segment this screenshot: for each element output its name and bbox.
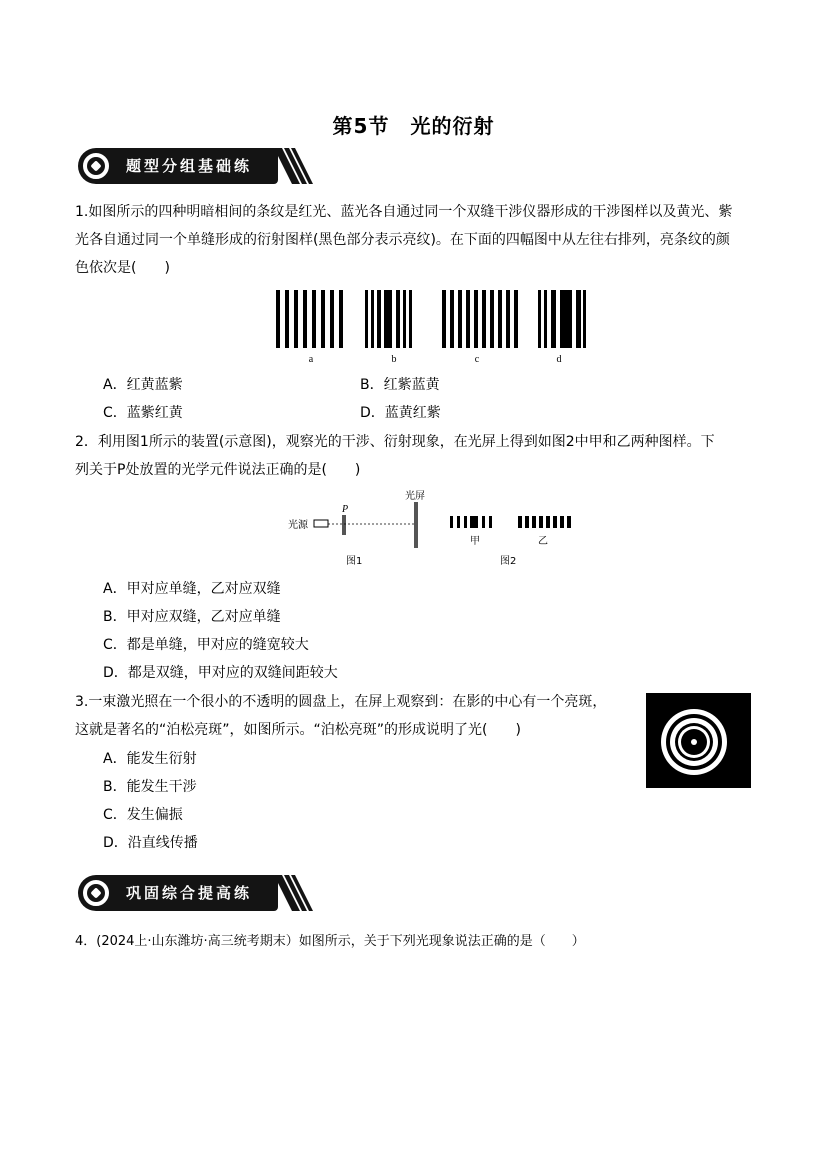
p-label: P (342, 504, 349, 515)
q1-line2: 光各自通过同一个单缝形成的衍射图样(黑色部分表示亮纹)。在下面的四幅图中从左往右排列，亮条纹的颜 (75, 232, 730, 248)
fringe-d-bar-2 (544, 290, 547, 348)
q1-option-d[interactable]: D．蓝黄红紫 (360, 405, 441, 421)
poisson-bright-spot (691, 739, 697, 745)
fringe-a-bar-6 (321, 290, 325, 348)
fringe-c-bar-4 (466, 290, 470, 348)
q4-text (75, 928, 755, 956)
section-label: 巩固综合提高练 (126, 884, 253, 902)
fringe-c-bar-5 (474, 290, 478, 348)
fringe-d-bar-7 (583, 290, 586, 348)
fig-label-d: d (556, 354, 562, 365)
p-element-icon (342, 515, 346, 535)
yi-bar-4 (539, 516, 543, 528)
fringe-c-bar-3 (458, 290, 462, 348)
q1-line1: 1.如图所示的四种明暗相间的条纹是红光、蓝光各自通过同一个双缝干涉仪器形成的干涉图样以及黄光、紫 (75, 204, 733, 220)
fig1-label: 图1 (346, 556, 363, 567)
fig-label-c: c (474, 354, 480, 365)
fringe-a-bar-8 (339, 290, 343, 348)
fig2-label: 图2 (500, 556, 517, 567)
q1-fringe-figure (270, 290, 590, 368)
q1-option-c[interactable]: C．蓝紫红黄 (103, 405, 183, 421)
screen-label: 光屏 (405, 491, 425, 502)
screen-icon (414, 502, 418, 548)
q3-option-b[interactable]: B．能发生干涉 (103, 779, 197, 795)
fringe-pattern-b (365, 290, 412, 348)
q2-line2: 列关于P处放置的光学元件说法正确的是( ) (75, 462, 361, 478)
fringe-pattern-a (276, 290, 343, 348)
fringe-a-bar-1 (276, 290, 280, 348)
q3-line1: 3.一束激光照在一个很小的不透明的圆盘上，在屏上观察到：在影的中心有一个亮斑， (75, 694, 607, 710)
fringe-c-bar-6 (482, 290, 486, 348)
fringe-pattern-d (538, 290, 586, 348)
section-icon (81, 878, 111, 908)
pattern-yi (518, 516, 571, 528)
jia-bar-4 (470, 516, 478, 528)
fringe-a-bar-2 (285, 290, 289, 348)
fringe-b-bar-1 (365, 290, 368, 348)
q2-option-a[interactable]: A．甲对应单缝，乙对应双缝 (103, 581, 281, 597)
fringe-b-bar-7 (409, 290, 412, 348)
jia-bar-3 (464, 516, 467, 528)
yi-bar-6 (553, 516, 557, 528)
fig-label-b: b (391, 354, 397, 365)
fringe-c-bar-10 (514, 290, 518, 348)
q2-line1: 2．利用图1所示的装置(示意图)，观察光的干涉、衍射现象，在光屏上得到如图2中甲和乙两种图样。下 (75, 434, 715, 450)
yi-label: 乙 (538, 536, 548, 547)
fringe-b-bar-5 (396, 290, 400, 348)
fig-label-a: a (308, 354, 314, 365)
q2-option-b[interactable]: B．甲对应双缝，乙对应单缝 (103, 609, 281, 625)
fringe-a-bar-7 (330, 290, 334, 348)
yi-bar-7 (560, 516, 564, 528)
yi-bar-1 (518, 516, 522, 528)
yi-bar-8 (567, 516, 571, 528)
section-banner-basic (78, 148, 308, 184)
jia-bar-1 (450, 516, 453, 528)
stripes-decoration (274, 875, 314, 911)
fringe-d-bar-5 (576, 290, 581, 348)
fringe-b-bar-2 (371, 290, 374, 348)
q2-option-c[interactable]: C．都是单缝，甲对应的缝宽较大 (103, 637, 309, 653)
page-title: 第5节 光的衍射 (332, 114, 495, 138)
fringe-a-bar-3 (294, 290, 298, 348)
q3-option-a[interactable]: A．能发生衍射 (103, 751, 197, 767)
fringe-c-bar-2 (450, 290, 454, 348)
jia-bar-6 (489, 516, 492, 528)
light-source-label: 光源 (288, 520, 308, 531)
fringe-b-bar-3 (377, 290, 381, 348)
q2-text (75, 428, 755, 484)
light-source-icon (314, 520, 328, 527)
section-label: 题型分组基础练 (126, 157, 253, 175)
fringe-d-bar-4 (560, 290, 572, 348)
fringe-c-bar-9 (506, 290, 510, 348)
fringe-a-bar-4 (303, 290, 307, 348)
fringe-b-bar-4 (384, 290, 392, 348)
section-icon (81, 151, 111, 181)
q3-text (75, 688, 645, 744)
section-banner-advanced (78, 875, 308, 911)
jia-bar-2 (457, 516, 460, 528)
yi-bar-5 (546, 516, 550, 528)
pattern-jia (450, 516, 492, 528)
fringe-c-bar-8 (498, 290, 502, 348)
fringe-d-bar-3 (551, 290, 556, 348)
q3-line2: 这就是著名的“泊松亮斑”，如图所示。“泊松亮斑”的形成说明了光( ) (75, 722, 521, 738)
q1-line3: 色依次是( ) (75, 260, 170, 276)
jia-bar-5 (482, 516, 485, 528)
fringe-d-bar-1 (538, 290, 541, 348)
fringe-pattern-c (442, 290, 518, 348)
q1-option-b[interactable]: B．红紫蓝黄 (360, 377, 440, 393)
q4-line1: 4．(2024上·山东潍坊·高三统考期末）如图所示，关于下列光现象说法正确的是（ ） (75, 934, 585, 949)
fringe-a-bar-5 (312, 290, 316, 348)
stripes-decoration (274, 148, 314, 184)
yi-bar-3 (532, 516, 536, 528)
yi-bar-2 (525, 516, 529, 528)
fringe-c-bar-1 (442, 290, 446, 348)
jia-label: 甲 (470, 536, 480, 547)
fringe-b-bar-6 (403, 290, 406, 348)
q1-option-a[interactable]: A．红黄蓝紫 (103, 377, 183, 393)
poisson-spot-figure (646, 693, 751, 788)
q3-option-c[interactable]: C．发生偏振 (103, 807, 183, 823)
q3-option-d[interactable]: D．沿直线传播 (103, 835, 198, 851)
q2-option-d[interactable]: D．都是双缝，甲对应的双缝间距较大 (103, 665, 338, 681)
q1-text (75, 198, 755, 282)
q2-apparatus-figure (280, 488, 580, 570)
fringe-c-bar-7 (490, 290, 494, 348)
